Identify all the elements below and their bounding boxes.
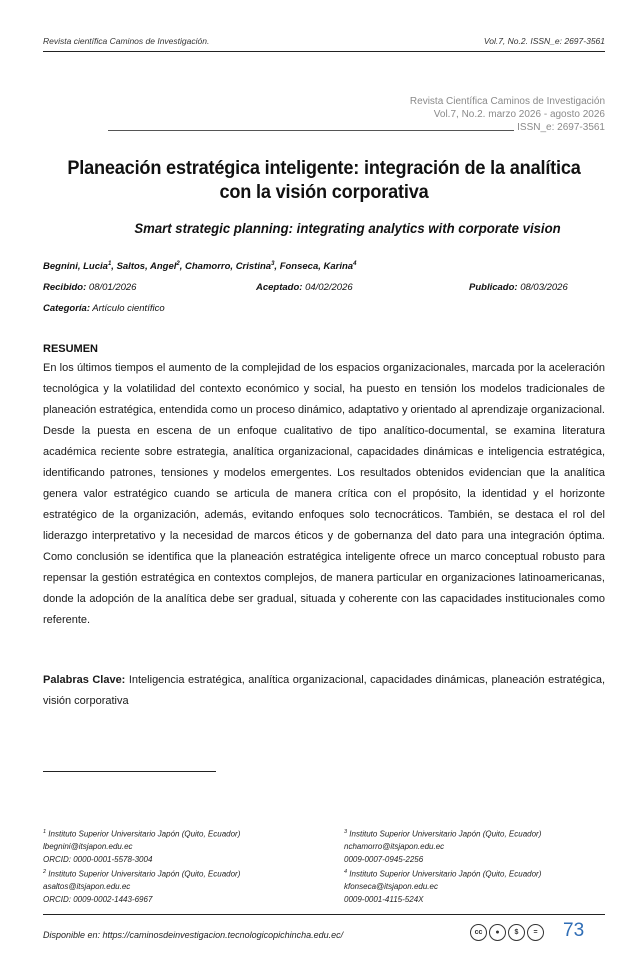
by-icon: ● — [489, 924, 506, 941]
footnote-affiliation: $^4$ Instituto Superior Universitario Japón (Quito, Ecuador) — [344, 869, 542, 879]
page-number: 73 — [563, 920, 585, 941]
keywords-label: Palabras Clave: — [43, 674, 126, 686]
received-date — [43, 282, 136, 293]
author-name: Begnini, Lucia — [43, 261, 108, 273]
accepted-date — [256, 282, 353, 293]
footnote-affiliation: $^2$ Instituto Superior Universitario Japón (Quito, Ecuador) — [43, 869, 241, 879]
author-name: Chamorro, Cristina — [185, 261, 272, 273]
journal-divider — [108, 130, 514, 131]
article-category — [43, 303, 165, 314]
article-subtitle: Smart strategic planning: integrating analytics with corporate vision — [134, 220, 561, 236]
dates-row — [43, 282, 605, 296]
journal-name: Revista Científica Caminos de Investigación — [409, 96, 605, 107]
article-title: Planeación estratégica inteligente: integración de la analítica con la visión corporativa — [67, 157, 581, 203]
page-footer — [43, 914, 605, 944]
footer-availability-link[interactable]: Disponible en: https://caminosdeinvestigacion.tecnologicopichincha.edu.ec/ — [43, 930, 344, 940]
author-sup: 4 — [353, 261, 357, 267]
journal-volume-dates: Vol.7, No.2. marzo 2026 - agosto 2026 — [433, 109, 605, 120]
running-header — [43, 34, 605, 52]
received-value: 08/01/2026 — [88, 282, 137, 293]
footnote-email[interactable]: lbegnini@itsjapon.edu.ec — [43, 842, 133, 852]
author-sup: 2 — [176, 261, 180, 267]
footnote-affiliation: $^1$ Instituto Superior Universitario Japón (Quito, Ecuador) — [43, 829, 241, 839]
published-value: 08/03/2026 — [520, 282, 568, 293]
footnote-orcid: 0009-0001-4115-524X — [344, 894, 424, 904]
keywords — [43, 670, 605, 712]
footnote-divider — [43, 771, 216, 772]
author-name: Saltos, Angel — [116, 261, 177, 273]
footnote-affiliation: $^3$ Instituto Superior Universitario Japón (Quito, Ecuador) — [344, 829, 542, 839]
footnote-orcid: 0009-0007-0945-2256 — [344, 854, 424, 864]
journal-issn: ISSN_e: 2697-3561 — [517, 122, 605, 133]
category-value: Artículo científico — [92, 303, 165, 314]
journal-info-block — [410, 95, 605, 134]
license-badge[interactable] — [470, 924, 544, 941]
author-name: Fonseca, Karina — [279, 261, 354, 273]
published-label: Publicado: — [469, 282, 518, 293]
footnote-email[interactable]: kfonseca@itsjapon.edu.ec — [344, 882, 438, 892]
footnote-email[interactable]: asaltos@itsjapon.edu.ec — [43, 882, 131, 892]
accepted-value: 04/02/2026 — [305, 282, 353, 293]
accepted-label: Aceptado: — [256, 282, 303, 293]
author-sup: 1 — [107, 261, 112, 267]
author-sup: 3 — [271, 261, 275, 267]
running-header-journal: Revista científica Caminos de Investigación. — [43, 36, 210, 46]
footnotes-column-right — [344, 826, 541, 906]
footnote-email[interactable]: nchamorro@itsjapon.edu.ec — [344, 842, 445, 852]
abstract-heading: RESUMEN — [43, 343, 99, 355]
category-label: Categoría: — [43, 303, 90, 314]
nc-icon: $ — [508, 924, 525, 941]
running-header-volume: Vol.7, No.2. ISSN_e: 2697-3561 — [483, 36, 605, 46]
published-date — [469, 282, 568, 293]
cc-icon: cc — [470, 924, 487, 941]
received-label: Recibido: — [43, 282, 87, 293]
nd-icon: = — [527, 924, 544, 941]
keywords-value: Inteligencia estratégica, analítica organizacional, capacidades dinámicas, planeación estratégica, visión corporativa — [43, 674, 605, 707]
footnote-orcid: ORCID: 0009-0002-1443-6967 — [43, 894, 153, 904]
footnote-orcid: ORCID: 0000-0001-5578-3004 — [43, 854, 153, 864]
footnotes-column-left — [43, 826, 240, 906]
abstract-body: En los últimos tiempos el aumento de la complejidad de los espacios organizacionales, marcada por la aceleración tecnológica y la volatilidad del contexto económico y social, ha puesto en tensión los modelos tradicionales de planeación estratégica, entendida como un proceso dinámico, adaptativo y orientado al aprendizaje organizacional. Desde la puesta en escena de un enfoque cualitativo de tipo analítico-documental, se examina literatura académica reciente sobre estrategia, analítica organizacional, capacidades dinámicas e inteligencia estratégica, identificando patrones, tensiones y modelos emergentes. Los resultados obtenidos evidencian que la analítica genera valor estratégico cuando se articula de manera crítica con el propósito, la identidad y el horizonte estratégico de la organización, además, evitando enfoques solo tecnocráticos. También, se destaca el rol del liderazgo interpretativo y la necesidad de marcos éticos y de gobernanza del dato para una integración óptima. Como conclusión se identifica que la planeación estratégica inteligente ofrece un marco conceptual robusto para repensar la gestión estratégica en contextos complejos, de manera particular en organizaciones latinoamericanas, donde la adopción de la analítica debe ser gradual, situada y coherente con las capacidades institucionales como referente. — [43, 362, 605, 626]
author-list: Begnini, Lucia$^1$, Saltos, Angel$^2$, Chamorro, Cristina$^3$, Fonseca, Karina$^4$ — [43, 261, 357, 273]
